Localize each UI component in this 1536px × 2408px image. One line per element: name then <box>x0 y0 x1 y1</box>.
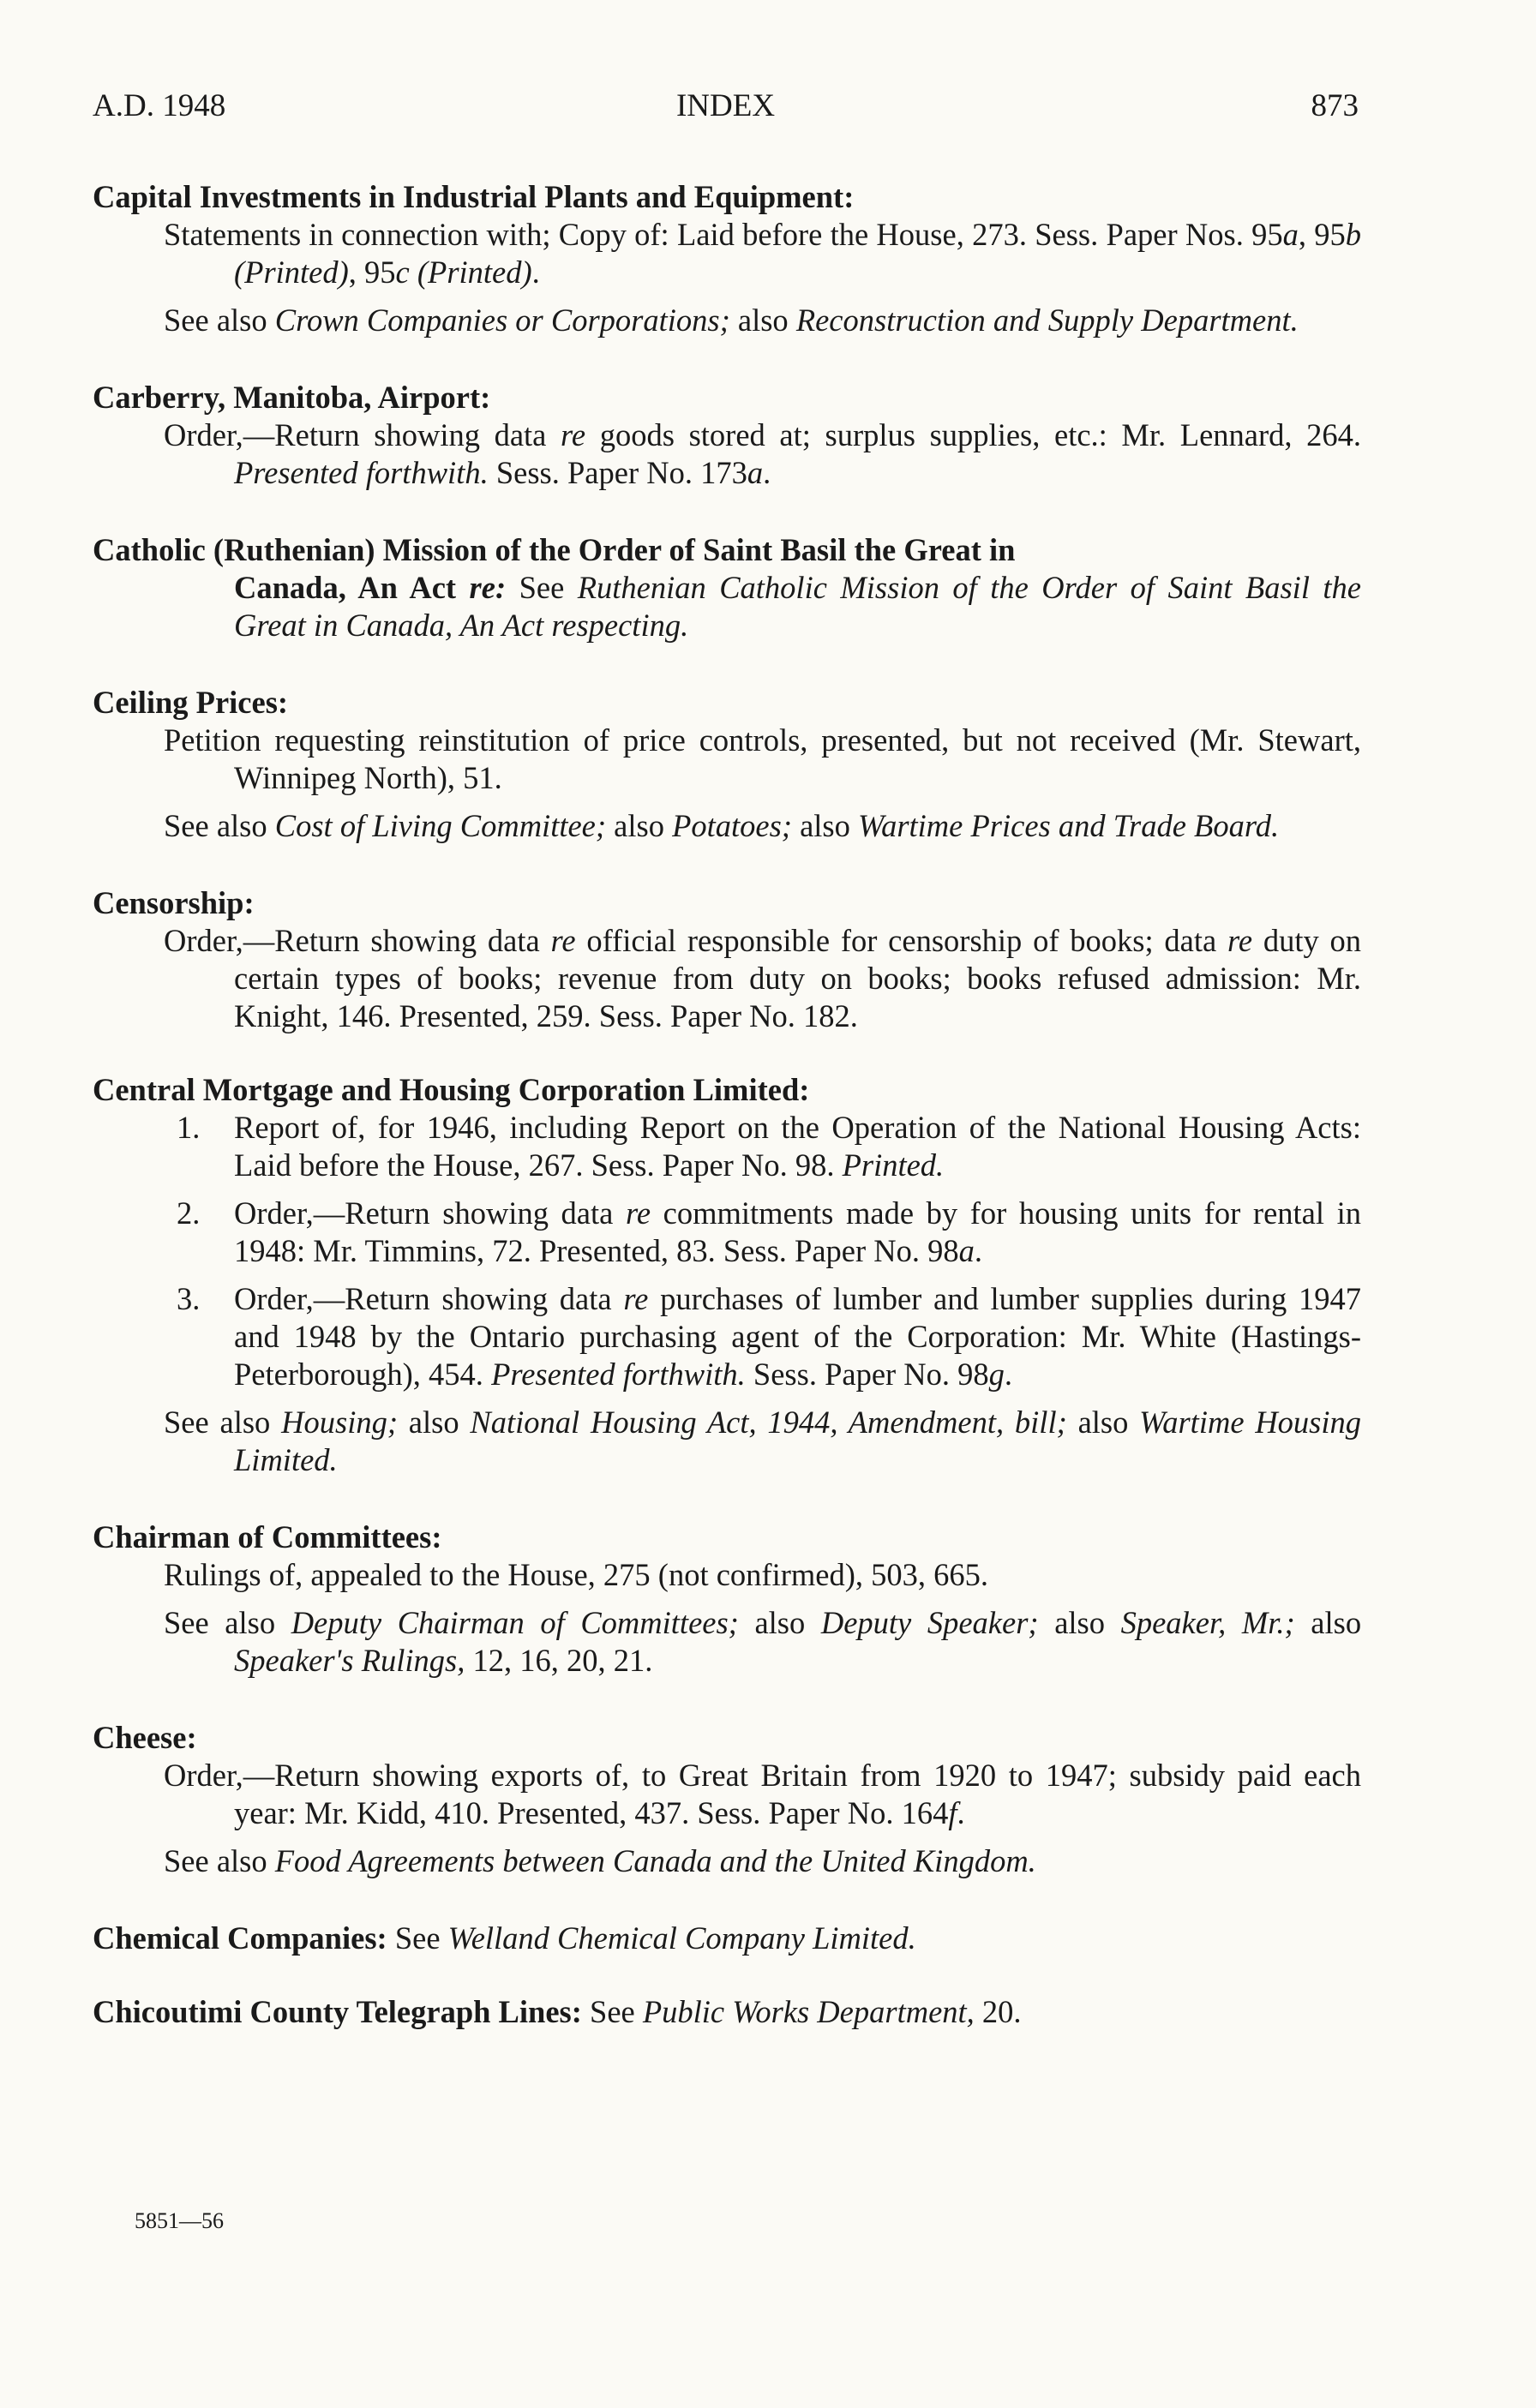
sub-text: . <box>957 1795 965 1830</box>
header-year: A.D. 1948 <box>93 88 226 123</box>
see-connector: also <box>1311 1605 1362 1640</box>
see-prefix: See also <box>164 302 267 338</box>
entry-see-also <box>93 1604 1361 1680</box>
sub-text-italic: re <box>623 1281 649 1316</box>
index-entry-chicoutimi <box>93 1993 1361 2031</box>
cross-reference: Cost of Living Committee; <box>274 808 607 843</box>
entry-line <box>93 1920 1361 1957</box>
entry-subitem <box>93 216 1361 291</box>
cross-reference: Wartime Housing Limited. <box>234 1405 1362 1477</box>
index-entry-capital-investments <box>93 178 1361 339</box>
cross-reference: Reconstruction and Supply Department. <box>795 302 1299 338</box>
sub-text: official responsible for censorship of books; data <box>586 923 1217 958</box>
cross-reference: Deputy Chairman of Committees; <box>291 1605 739 1640</box>
page-header <box>93 87 1359 130</box>
list-number: 1. <box>177 1110 201 1145</box>
entry-heading-continuation <box>93 569 1361 644</box>
cross-reference: Public Works Department, <box>642 1994 975 2029</box>
entry-heading: Cheese: <box>93 1720 197 1755</box>
sub-text: . <box>974 1233 983 1268</box>
sub-text-italic: f <box>948 1795 957 1830</box>
index-entry-cheese <box>93 1719 1361 1880</box>
entry-heading: Central Mortgage and Housing Corporation Limited: <box>93 1072 810 1107</box>
sub-text: 20. <box>981 1994 1022 2029</box>
sub-text: Order,—Return showing exports of, to Great Britain from 1920 to 1947; subsidy paid each year: Mr. Kidd, 410. Presented, 437. Sess. Paper No. 164 <box>164 1758 1361 1830</box>
sub-text: purchases of lumber and lumber supplies during 1947 and 1948 by the Ontario purchasing agent of the Corporation: Mr. White (Hastings-Peterborough), 454. <box>234 1281 1361 1392</box>
cross-reference: Crown Companies or Corporations; <box>274 302 730 338</box>
list-number: 2. <box>177 1195 201 1231</box>
cross-reference: Welland Chemical Company Limited. <box>447 1920 916 1956</box>
page-number: 873 <box>1311 88 1359 123</box>
sub-text: Sess. Paper No. 98 <box>753 1357 989 1392</box>
sub-text-italic: re <box>561 417 586 452</box>
entry-subitem <box>93 922 1361 1035</box>
sub-text: . <box>1004 1357 1013 1392</box>
heading-text: Canada, An Act <box>234 570 457 605</box>
sub-text: . <box>763 455 771 490</box>
entry-subitem: Petition requesting reinstitution of price controls, presented, but not received (Mr. Stewart, Winnipeg North), 51. <box>164 722 1361 795</box>
sub-text: . <box>531 255 540 290</box>
sub-text: , 95 <box>1298 217 1346 252</box>
entry-heading: Carberry, Manitoba, Airport: <box>93 380 491 415</box>
cross-reference: Wartime Prices and Trade Board. <box>858 808 1280 843</box>
index-entry-ceiling-prices <box>93 684 1361 845</box>
cross-reference: Deputy Speaker; <box>820 1605 1039 1640</box>
sub-text: Sess. Paper No. 173 <box>495 455 747 490</box>
entry-subitem: Rulings of, appealed to the House, 275 (not confirmed), 503, 665. <box>164 1557 988 1592</box>
sub-text-italic: Printed. <box>842 1147 945 1183</box>
cross-reference: Housing; <box>281 1405 398 1440</box>
list-item <box>93 1280 1361 1393</box>
entry-heading: Capital Investments in Industrial Plants and Equipment: <box>93 179 855 214</box>
cross-reference: Speaker, Mr.; <box>1120 1605 1295 1640</box>
sub-text: Order,—Return showing data <box>164 923 540 958</box>
sub-text-italic: re <box>550 923 576 958</box>
entry-heading: Chemical Companies: <box>93 1920 387 1956</box>
cross-reference: Potatoes; <box>672 808 792 843</box>
sub-text: Order,—Return showing data <box>164 417 547 452</box>
sub-text: , 95 <box>348 255 396 290</box>
entry-see-also <box>93 1842 1361 1880</box>
sub-text-italic: (Printed) <box>417 255 532 290</box>
see-connector: also <box>754 1605 806 1640</box>
sub-text-italic: re <box>625 1195 651 1231</box>
see-connector: also <box>1077 1405 1129 1440</box>
sub-text-italic: a <box>1282 217 1299 252</box>
index-entry-censorship <box>93 884 1361 1035</box>
list-item <box>93 1195 1361 1270</box>
list-number: 3. <box>177 1281 201 1316</box>
entry-heading: Catholic (Ruthenian) Mission of the Order of Saint Basil the Great in <box>93 532 1016 567</box>
see-connector: also <box>737 302 789 338</box>
cross-reference: National Housing Act, 1944, Amendment, bill; <box>470 1405 1067 1440</box>
sub-text: 12, 16, 20, 21. <box>472 1643 653 1678</box>
sub-text-italic: re <box>1227 923 1253 958</box>
sub-text: Order,—Return showing data <box>234 1195 614 1231</box>
heading-text-italic: re: <box>469 570 507 605</box>
sub-text-italic: (Printed) <box>234 255 349 290</box>
see-prefix: See also <box>164 1405 271 1440</box>
index-entry-chemical-companies <box>93 1920 1361 1957</box>
index-entry-central-mortgage <box>93 1071 1361 1479</box>
numbered-list <box>93 1109 1361 1393</box>
sub-text-italic: g <box>988 1357 1005 1392</box>
index-entry-carberry <box>93 379 1361 492</box>
see-prefix: See also <box>164 1843 267 1878</box>
sub-text-italic: Presented forthwith. <box>491 1357 746 1392</box>
see-prefix: See also <box>164 808 267 843</box>
index-entry-catholic <box>93 531 1361 644</box>
entry-subitem <box>93 416 1361 492</box>
see-connector: also <box>800 808 850 843</box>
cross-reference: Food Agreements between Canada and the United Kingdom. <box>274 1843 1036 1878</box>
entry-heading: Chairman of Committees: <box>93 1519 442 1554</box>
printer-code: 5851—56 <box>135 2208 224 2233</box>
entry-subitem <box>93 1757 1361 1832</box>
entry-line <box>93 1993 1361 2031</box>
sub-text: Statements in connection with; Copy of: Laid before the House, 273. Sess. Paper Nos. 95 <box>164 217 1283 252</box>
cross-reference: Speaker's Rulings, <box>234 1643 465 1678</box>
list-item <box>93 1109 1361 1184</box>
index-content <box>93 178 1361 2070</box>
entry-see-also <box>93 807 1361 845</box>
entry-see-also <box>93 302 1361 339</box>
sub-text-italic: c <box>395 255 410 290</box>
header-title: INDEX <box>675 88 776 123</box>
sub-text: duty on certain types of books; revenue from duty on books; books refused admission: Mr. Knight, 146. Presented, 259. Sess. Paper No. 182. <box>234 923 1361 1033</box>
sub-text: commitments made by for housing units for rental in 1948: Mr. Timmins, 72. Presented, 83. Sess. Paper No. 98 <box>234 1195 1362 1268</box>
index-entry-chairman-of-committees <box>93 1518 1361 1680</box>
sub-text: Order,—Return showing data <box>234 1281 612 1316</box>
sub-text: Report of, for 1946, including Report on the Operation of the National Housing Acts: Laid before the House, 267. Sess. Paper No. 98. <box>234 1110 1361 1183</box>
see-connector: also <box>408 1405 459 1440</box>
sub-text-italic: a <box>747 455 764 490</box>
see-connector: also <box>614 808 664 843</box>
see-connector: also <box>1054 1605 1105 1640</box>
sub-text: goods stored at; surplus supplies, etc.: Mr. Lennard, 264. <box>599 417 1362 452</box>
see-prefix: See also <box>164 1605 276 1640</box>
sub-text-italic: b <box>1345 217 1361 252</box>
entry-heading: Chicoutimi County Telegraph Lines: <box>93 1994 582 2029</box>
entry-heading: Ceiling Prices: <box>93 685 289 720</box>
see-prefix: See <box>519 570 565 605</box>
sub-text-italic: Presented forthwith. <box>234 455 489 490</box>
see-prefix: See <box>394 1920 441 1956</box>
cross-reference: Ruthenian Catholic Mission of the Order of Saint Basil the Great in Canada, An Act respecting. <box>234 570 1362 643</box>
entry-see-also <box>93 1404 1361 1479</box>
see-prefix: See <box>590 1994 635 2029</box>
entry-heading: Censorship: <box>93 885 255 920</box>
sub-text-italic: a <box>958 1233 975 1268</box>
